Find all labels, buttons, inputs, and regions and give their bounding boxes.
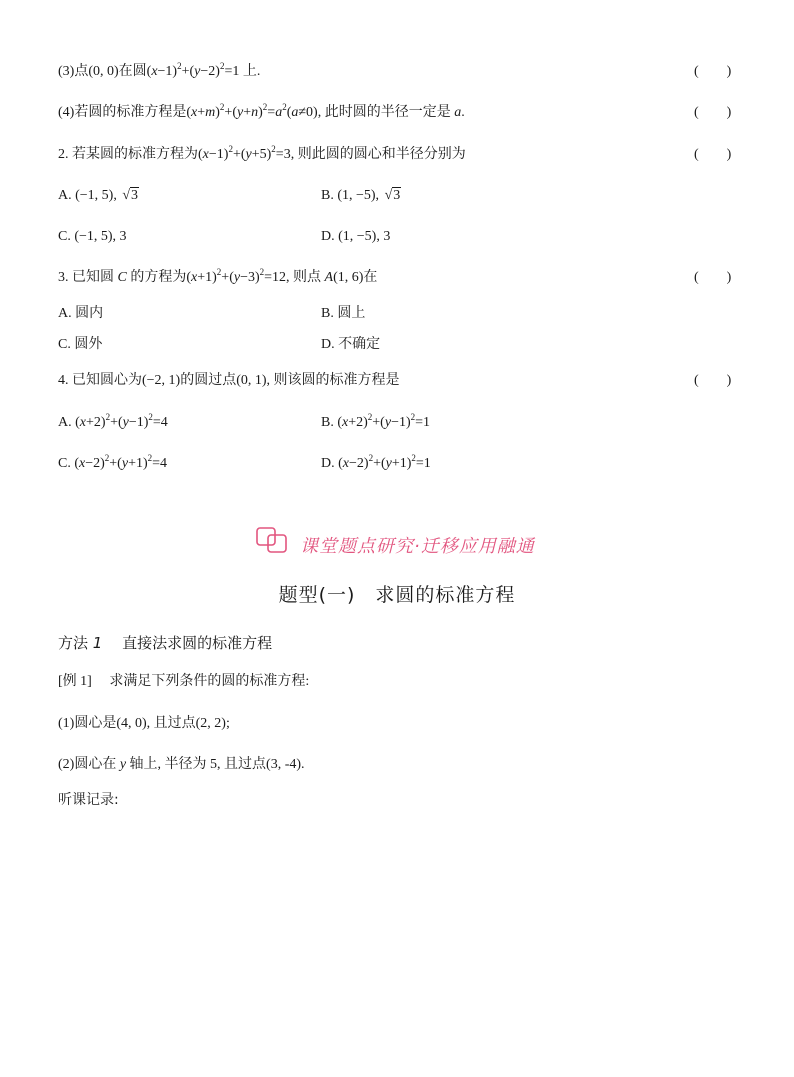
problem-4-option-b[interactable]: B. $(x+2)^2+(y-1)^2=1$ — [321, 412, 431, 430]
example-prompt: [例 1] 求满足下列条件的圆的标准方程: — [58, 674, 310, 689]
example-part-1: (1)圆心是(4, 0), 且过点(2, 2); — [58, 716, 230, 731]
problem-3-option-c[interactable]: C. 圆外 — [58, 337, 103, 352]
question-4-statement: (4)若圆的标准方程是$(x+m)^2+(y+n)^2=a^2(a\ne 0)$, 此时圆的半径一定是 a. — [58, 102, 465, 120]
answer-paren[interactable]: ( ) — [694, 373, 732, 388]
method-heading: 方法 1 直接法求圆的标准方程 — [58, 634, 273, 652]
problem-3-stem: 3. 已知圆 C 的方程为$(x+1)^2+(y-3)^2=12$, 则点 A(1, 6)在 — [58, 267, 378, 285]
problem-3-option-a[interactable]: A. 圆内 — [58, 306, 104, 321]
sqrt-symbol: √3 — [122, 188, 139, 203]
problem-2-option-b[interactable]: B. (1, −5), √3 — [321, 188, 401, 203]
question-3-statement: (3)点(0, 0)在圆$(x-1)^2+(y-2)^2=1$ 上. — [58, 61, 261, 79]
problem-2-option-a[interactable]: A. (−1, 5), √3 — [58, 188, 139, 203]
problem-3-option-d[interactable]: D. 不确定 — [321, 337, 381, 352]
answer-paren[interactable]: ( ) — [694, 147, 732, 162]
answer-paren[interactable]: ( ) — [694, 105, 732, 120]
sqrt-symbol: √3 — [384, 188, 401, 203]
banner-title: 课堂题点研究·迁移应用融通 — [300, 536, 535, 557]
problem-4-option-d[interactable]: D. $(x-2)^2+(y+1)^2=1$ — [321, 453, 431, 471]
problem-4-option-c[interactable]: C. $(x-2)^2+(y+1)^2=4$ — [58, 453, 168, 471]
problem-2-stem: 2. 若某圆的标准方程为$(x-1)^2+(y+5)^2=3$, 则此圆的圆心和半径分别为 — [58, 144, 466, 162]
overlapping-squares-icon — [255, 526, 289, 554]
answer-paren[interactable]: ( ) — [694, 270, 732, 285]
section-heading: 题型(一) 求圆的标准方程 — [278, 584, 516, 606]
example-part-2: (2)圆心在 y 轴上, 半径为 5, 且过点(3, -4). — [58, 757, 305, 772]
problem-4-option-a[interactable]: A. $(x+2)^2+(y-1)^2=4$ — [58, 412, 168, 430]
answer-paren[interactable]: ( ) — [694, 64, 732, 79]
problem-4-stem: 4. 已知圆心为(−2, 1)的圆过点(0, 1), 则该圆的标准方程是 — [58, 373, 400, 388]
notes-label: 听课记录: — [58, 792, 119, 808]
problem-2-option-d[interactable]: D. (1, −5), 3 — [321, 229, 391, 244]
problem-2-option-c[interactable]: C. (−1, 5), 3 — [58, 229, 127, 244]
problem-3-option-b[interactable]: B. 圆上 — [321, 306, 366, 321]
